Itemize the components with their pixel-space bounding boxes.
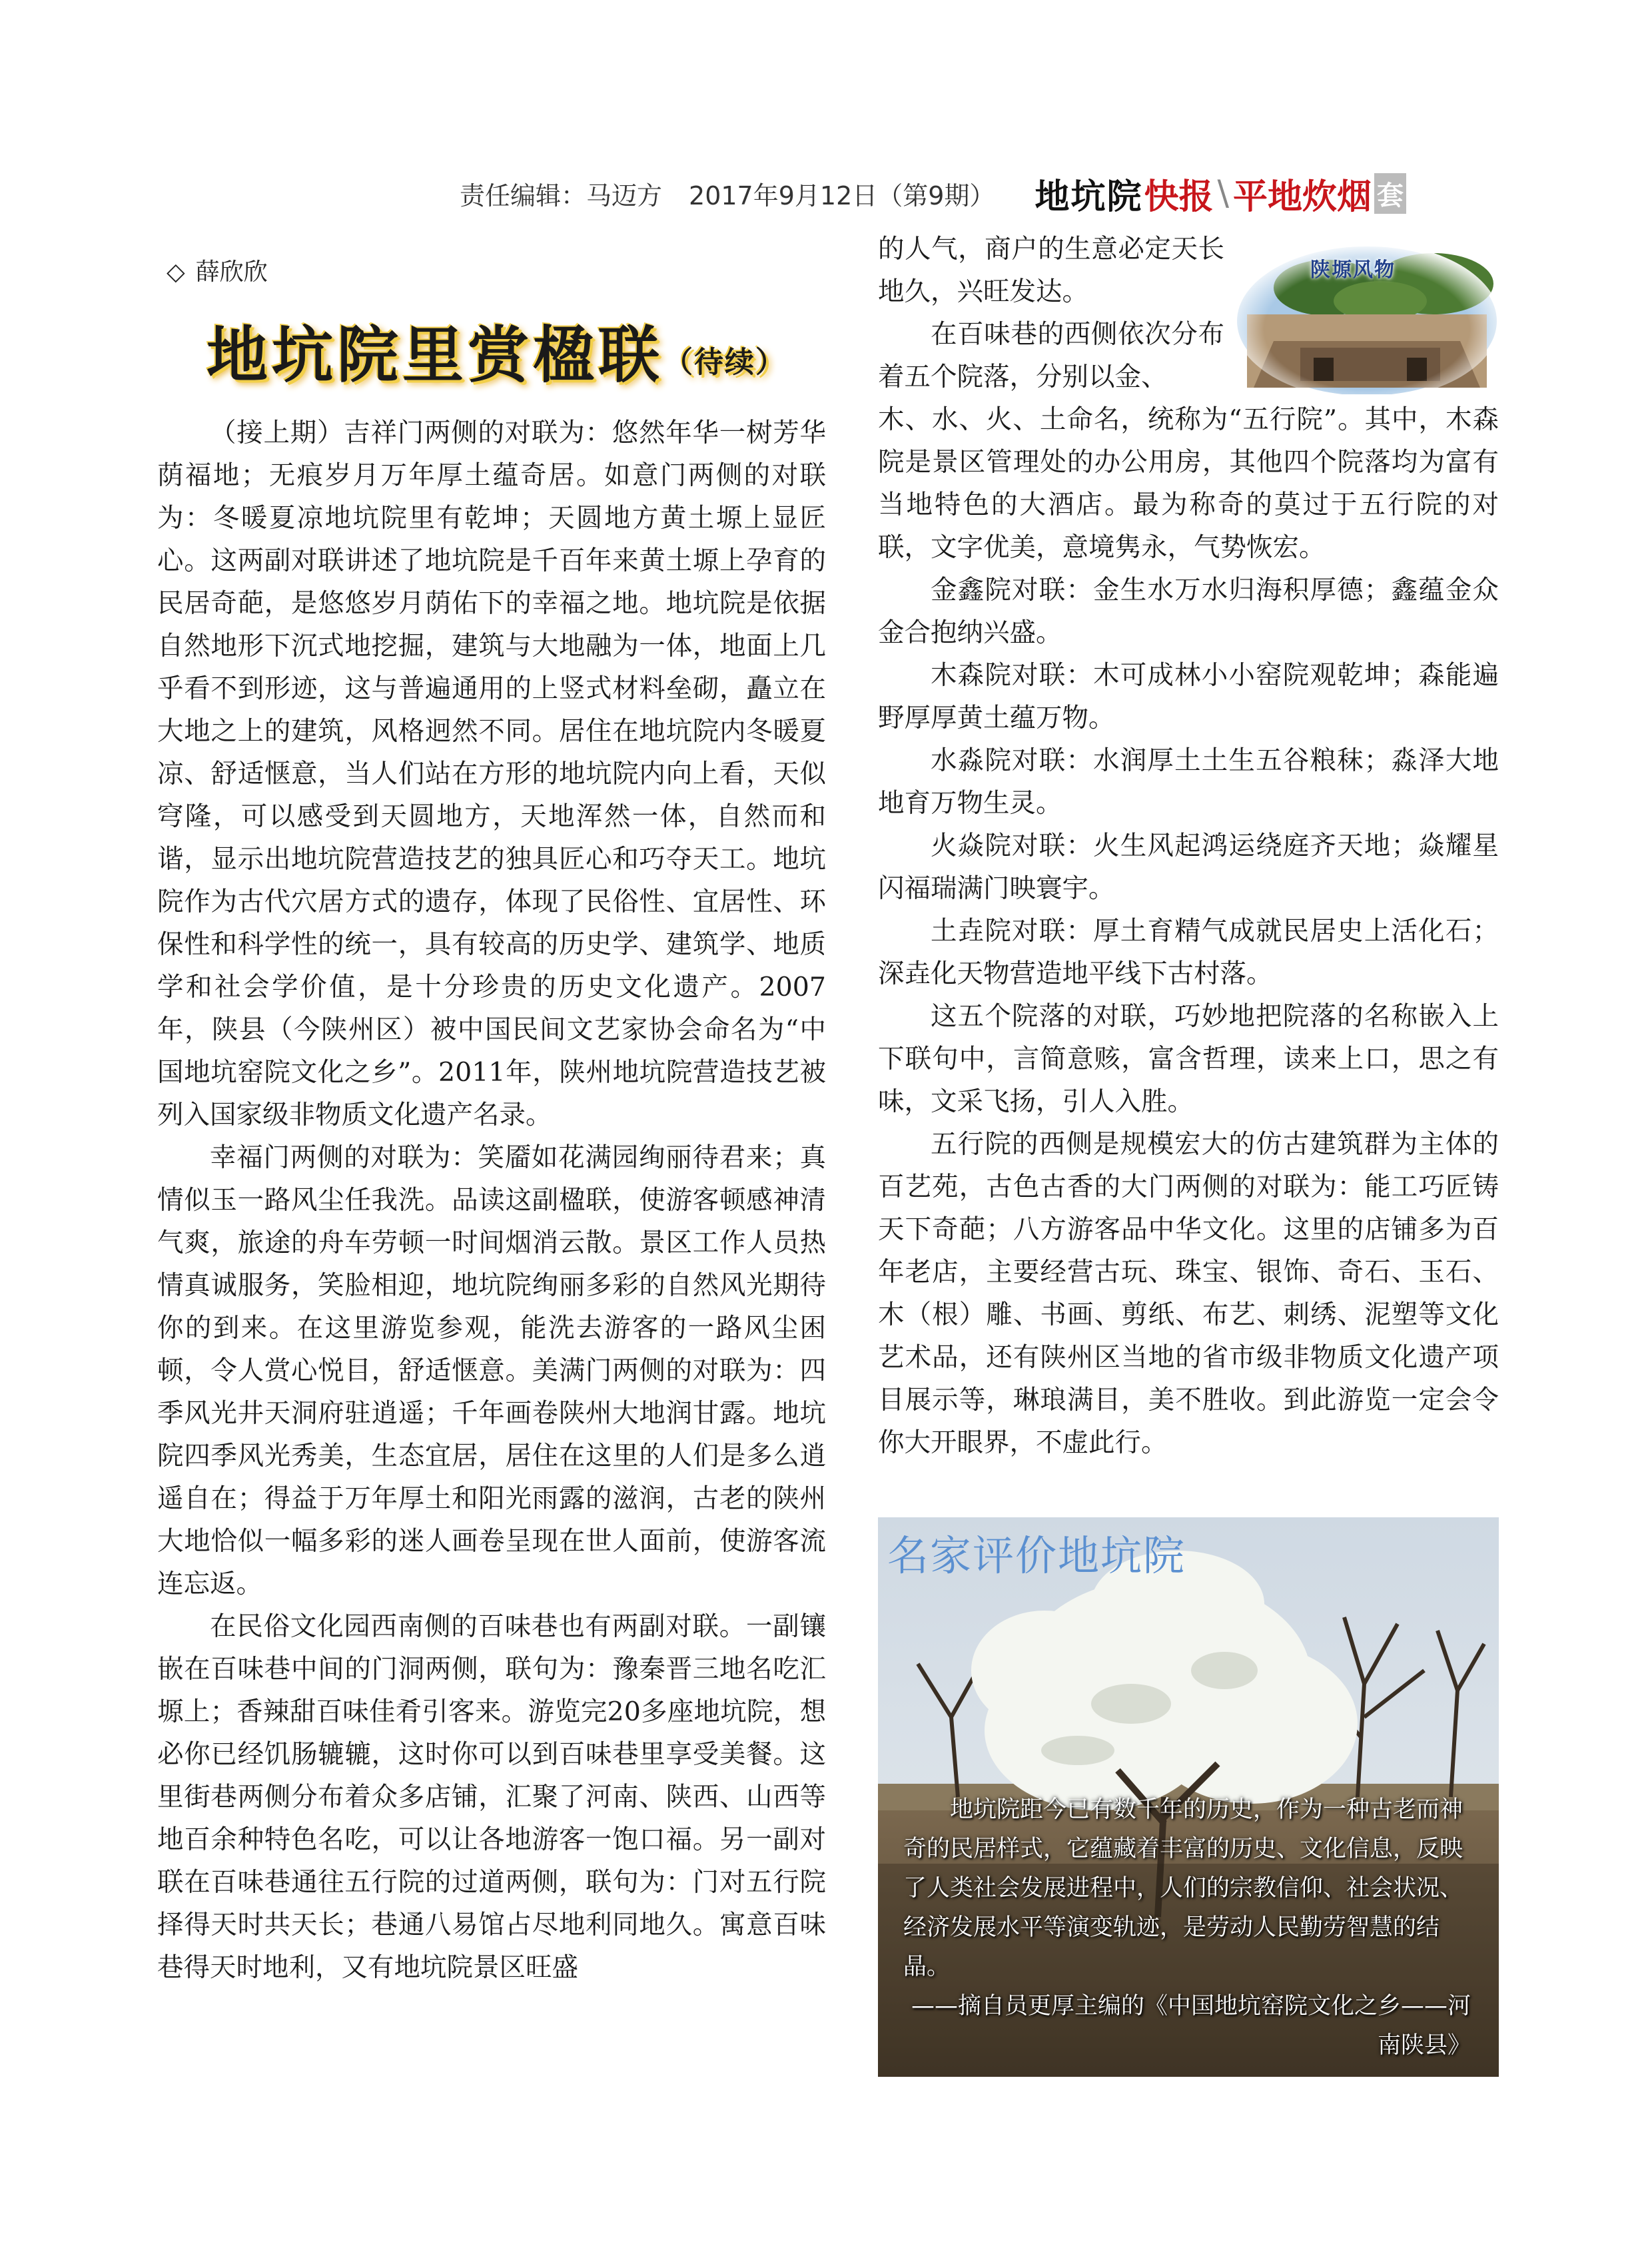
left-column	[157, 412, 826, 1989]
brand-main: 地坑院	[1034, 177, 1143, 217]
couplet-paragraph: 水淼院对联：水润厚土土生五谷粮秣；淼泽大地地育万物生灵。	[878, 745, 1499, 819]
body-paragraph-continued: 木、水、火、土命名，统称为“五行院”。其中，木森院是景区管理处的办公用房，其他四个院落均为富有当地特色的大酒店。最为称奇的莫过于五行院的对联，文字优美，意境隽永，气势恢宏。	[878, 404, 1499, 563]
body-paragraph: 在百味巷的西侧依次分布着五个院落，分别以金、	[878, 319, 1224, 392]
brand-tail: 套	[1374, 173, 1406, 214]
author-name: 薛欣欣	[195, 258, 268, 286]
shanyuan-thumbnail	[1234, 241, 1500, 394]
issue-date: 2017年9月12日（第9期）	[689, 181, 995, 210]
right-column	[878, 398, 1499, 1464]
editor-line: 责任编辑：马迈方	[460, 181, 663, 210]
article-author	[167, 253, 268, 287]
expert-review-photo	[878, 1517, 1499, 2077]
couplet-paragraph: 金鑫院对联：金生水万水归海积厚德；鑫蕴金众金合抱纳兴盛。	[878, 575, 1499, 648]
body-paragraph: （接上期）吉祥门两侧的对联为：悠然年华一树芳华荫福地；无痕岁月万年厚土蕴奇居。如意门两侧的对联为：冬暖夏凉地坑院里有乾坤；天圆地方黄土塬上显匠心。这两副对联讲述了地坑院是千百年来黄土塬上孕育的民居奇葩，是悠悠岁月荫佑下的幸福之地。地坑院是依据自然地形下沉式地挖掘，建筑与大地融为一体，地面上几乎看不到形迹，这与普遍通用的上竖式材料垒砌，矗立在大地之上的建筑，风格迥然不同。居住在地坑院内冬暖夏凉、舒适惬意，当人们站在方形的地坑院内向上看，天似穹隆，可以感受到天圆地方，天地浑然一体，自然而和谐，显示出地坑院营造技艺的独具匠心和巧夺天工。地坑院作为古代穴居方式的遗存，体现了民俗性、宜居性、环保性和科学性的统一，具有较高的历史学、建筑学、地质学和社会学价值，是十分珍贵的历史文化遗产。2007年，陕县（今陕州区）被中国民间文艺家协会命名为“中国地坑窑院文化之乡”。2011年，陕州地坑院营造技艺被列入国家级非物质文化遗产名录。	[157, 418, 826, 1130]
right-column-top	[878, 228, 1224, 398]
body-paragraph: 幸福门两侧的对联为：笑靥如花满园绚丽待君来；真情似玉一路风尘任我洗。品读这副楹联，使游客顿感神清气爽，旅途的舟车劳顿一时间烟消云散。景区工作人员热情真诚服务，笑脸相迎，地坑院绚丽多彩的自然风光期待你的到来。在这里游览参观，能洗去游客的一路风尘困顿，令人赏心悦目，舒适惬意。美满门两侧的对联为：四季风光井天洞府驻逍遥；千年画卷陕州大地润甘露。地坑院四季风光秀美，生态宜居，居住在这里的人们是多么逍遥自在；得益于万年厚土和阳光雨露的滋润，古老的陕州大地恰似一幅多彩的迷人画卷呈现在世人面前，使游客流连忘返。	[157, 1142, 826, 1599]
brand-kuaibao: 快报	[1144, 177, 1214, 217]
quote-text: 地坑院距今已有数千年的历史，作为一种古老而神奇的民居样式，它蕴藏着丰富的历史、文化信息，反映了人类社会发展进程中，人们的宗教信仰、社会状况、经济发展水平等演变轨迹，是劳动人民勤劳智慧的结晶。	[903, 1796, 1463, 1980]
body-paragraph: 在民俗文化园西南侧的百味巷也有两副对联。一副镶嵌在百味巷中间的门洞两侧，联句为：豫秦晋三地名吃汇塬上；香辣甜百味佳肴引客来。游览完20多座地坑院，想必你已经饥肠辘辘，这时你可以到百味巷里享受美餐。这里街巷两侧分布着众多店铺，汇聚了河南、陕西、山西等地百余种特色名吃，可以让各地游客一饱口福。另一副对联在百味巷通往五行院的过道两侧，联句为：门对五行院择得天时共天长；巷通八易馆占尽地利同地久。寓意百味巷得天时地利，又有地坑院景区旺盛	[157, 1611, 826, 1983]
body-paragraph: 五行院的西侧是规模宏大的仿古建筑群为主体的百艺苑，古色古香的大门两侧的对联为：能工巧匠铸天下奇葩；八方游客品中华文化。这里的店铺多为百年老店，主要经营古玩、珠宝、银饰、奇石、玉石、木（根）雕、书画、剪纸、布艺、刺绣、泥塑等文化艺术品，还有陕州区当地的省市级非物质文化遗产项目展示等，琳琅满目，美不胜收。到此游览一定会令你大开眼界，不虚此行。	[878, 1129, 1499, 1458]
couplet-paragraph: 木森院对联：木可成林小小窑院观乾坤；森能遍野厚厚黄土蕴万物。	[878, 660, 1499, 733]
body-paragraph: 这五个院落的对联，巧妙地把院落的名称嵌入上下联句中，言简意赅，富含哲理，读来上口，思之有味，文采飞扬，引人入胜。	[878, 1001, 1499, 1117]
page-header	[460, 167, 1499, 220]
newspaper-brand	[1034, 169, 1406, 218]
couplet-paragraph: 土垚院对联：厚土育精气成就民居史上活化石；深垚化天物营造地平线下古村落。	[878, 916, 1499, 989]
diamond-icon: ◇	[167, 258, 185, 286]
header-meta	[460, 175, 1021, 212]
expert-quote	[903, 1790, 1477, 2065]
article-title-suffix: （待续）	[663, 345, 787, 380]
body-paragraph-continued: 的人气，商户的生意必定天长地久，兴旺发达。	[878, 234, 1224, 307]
brand-slash: \	[1217, 173, 1229, 213]
quote-source: ——摘自员更厚主编的《中国地坑窑院文化之乡——河南陕县》	[911, 1993, 1471, 2059]
brand-column: 平地炊烟	[1233, 177, 1372, 217]
photo-title: 名家评价地坑院	[887, 1531, 1186, 1580]
thumbnail-label: 陕塬风物	[1310, 258, 1396, 282]
article-title	[206, 306, 786, 394]
couplet-paragraph: 火焱院对联：火生风起鸿运绕庭齐天地；焱耀星闪福瑞满门映寰宇。	[878, 831, 1499, 904]
article-title-text: 地坑院里赏楹联	[206, 320, 664, 391]
